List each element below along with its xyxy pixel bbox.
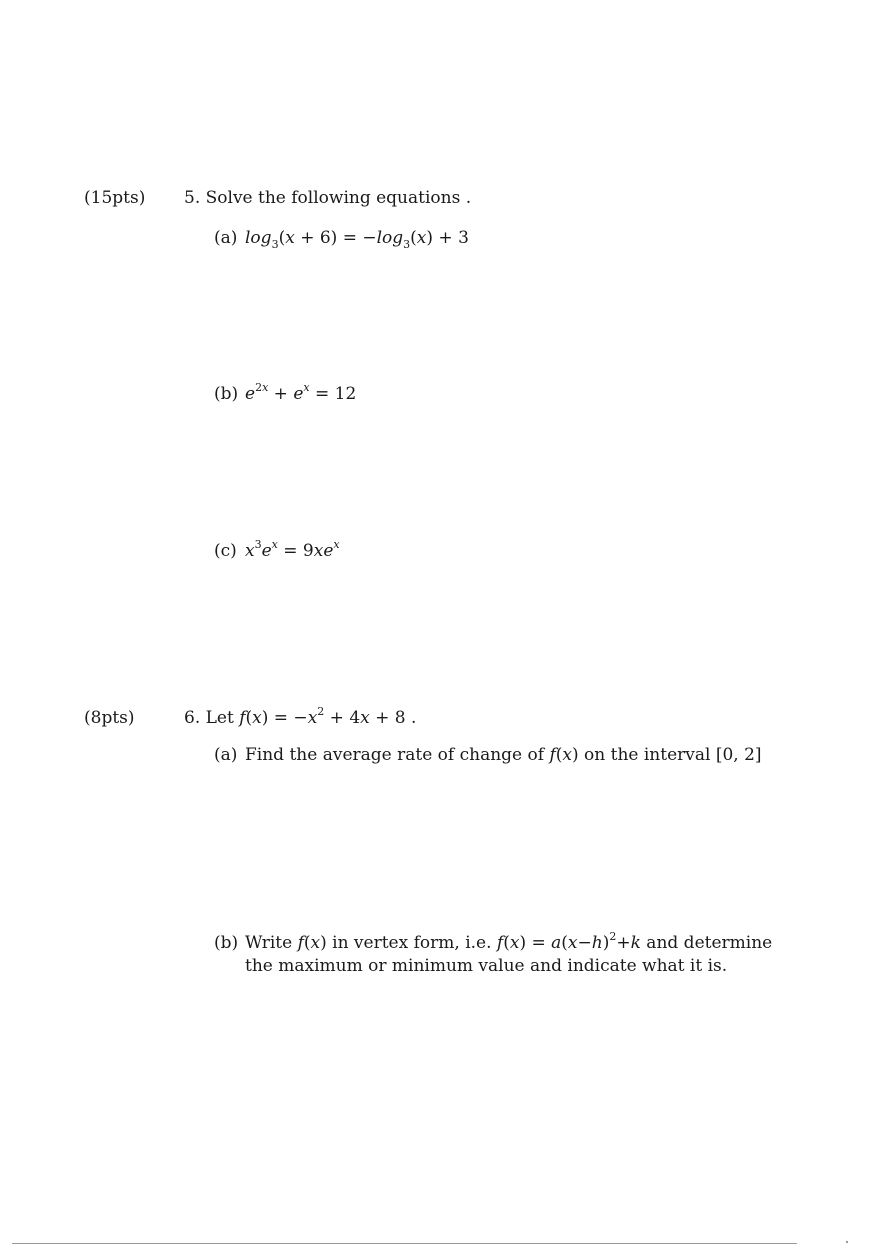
problem-6-points: (8pts) [84,708,135,728]
problem-5c-label: (c) [214,541,237,561]
problem-6a-label: (a) [214,745,238,765]
problem-6b-text: Write f(x) in vertex form, i.e. $f(x) = a(x-h)^2+k$ and determine the maximum or minimum value and indicate what it is. [245,930,773,976]
problem-6-statement: 6. Let $f(x) = -x^2 + 4x + 8$ . [184,705,417,728]
problem-5c-equation: $x^3e^x = 9xe^x$ [245,538,340,561]
problem-5a-equation: $\log_3(x + 6) = -\log_3(x) + 3$ [245,228,469,252]
problem-6b-label: (b) [214,933,239,953]
problem-6a-text: Find the average rate of change of f(x) on the interval [0, 2] [245,745,762,765]
footer-rule [12,1243,797,1244]
problem-5-points: (15pts) [84,188,146,208]
problem-5-statement: 5. Solve the following equations . [184,188,472,208]
problem-5a-label: (a) [214,228,238,248]
problem-5b-equation: $e^{2x} + e^x = 12$ [245,381,357,404]
problem-5b-label: (b) [214,384,239,404]
footer-dot [846,1241,848,1243]
